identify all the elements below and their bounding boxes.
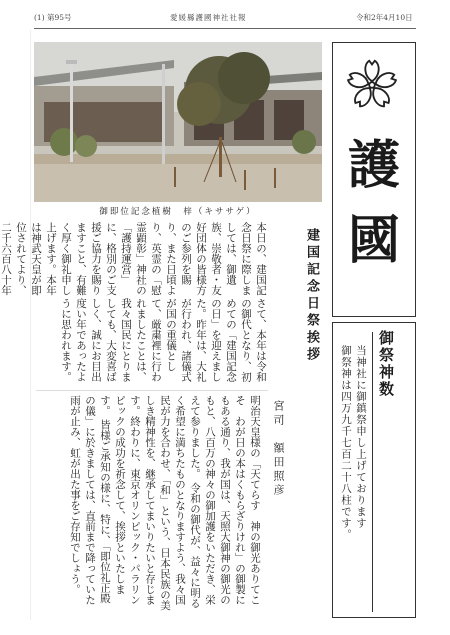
deity-count-line-1: 当神社に御鎮祭申し上げております <box>355 345 367 529</box>
article-paragraph-5: 令和の御代が、益々に明るく希望に満ちたものとなりますよう、我々国民が力を合わせ、「和」という、日本民族の美しき精神性を、継承してまいりたいと存じます。終わりに、東京オリンピック・パラリンピックの成功を祈念して、挨拶といたします。 <box>99 395 201 611</box>
photo-caption: 御即位記念植樹 梓（キササゲ） <box>99 207 257 217</box>
page-edge-rule <box>30 30 31 620</box>
article-author: 宮司 額田照彦 <box>272 400 285 498</box>
header-rule <box>34 28 416 29</box>
sakura-crest-icon <box>344 57 400 113</box>
shrine-photo-image <box>34 42 322 202</box>
deity-count-title: 御祭神数 <box>377 330 395 398</box>
newspaper-header <box>0 0 450 36</box>
article-paragraph-2: さて、本年は令和の御代となり、初めての「建国記念の日」を迎えました。昨年は、大礼が行われ、諸儀式が国の重儀として、厳粛裡に行われましたことは、我々国民にとりましても、大変喜ばしく、誠にお目出度い年であったように思われます。 <box>60 298 267 382</box>
article-paragraph-3: 皆様ご承知の様に、特に、「即位礼正殿の儀」に於きましては、直前まで降っていた雨が止み、虹が出た事をご存知でしょう。 <box>69 395 111 605</box>
deity-count-text <box>338 345 368 610</box>
article-intro: 本日の、建国記念日祭に際しましては、御遺族、崇敬者・友好団体の皆様方のご参列を賜り、また日頃より、英霊の「慰霊顕彰」神社の「護持運営」に、格別のご支援ご協力を賜りますこと、有難く厚く御礼申し上げます。本年は神武天皇が即位されてより、二千六百八十年 <box>0 222 267 296</box>
issue-date: 令和2年4月10日 <box>356 13 413 22</box>
masthead-char-2: 國 <box>347 210 400 271</box>
deity-count-line-2: 御祭神は四万九千七百二十八柱です。 <box>340 345 352 541</box>
issue-number: (1) 第95号 <box>34 13 72 22</box>
article-title: 建国記念日祭挨拶 <box>304 228 319 364</box>
paper-name: 愛媛縣護國神社社報 <box>170 13 247 22</box>
sidebar-rule <box>372 332 373 612</box>
article-body-lower <box>36 395 262 613</box>
article-paragraph-4: 明治天皇様の「天てらす 神の御光ありてこそ わが日の本はくもらざりけれ」の御製にもある通り、我が国は、天照大御神の御光のもと、八百万の神々の御加護をいただき、栄えて参りました。 <box>189 395 261 605</box>
shrine-photo <box>34 42 322 202</box>
masthead-char-1: 護 <box>347 135 400 196</box>
column-divider <box>36 390 268 391</box>
